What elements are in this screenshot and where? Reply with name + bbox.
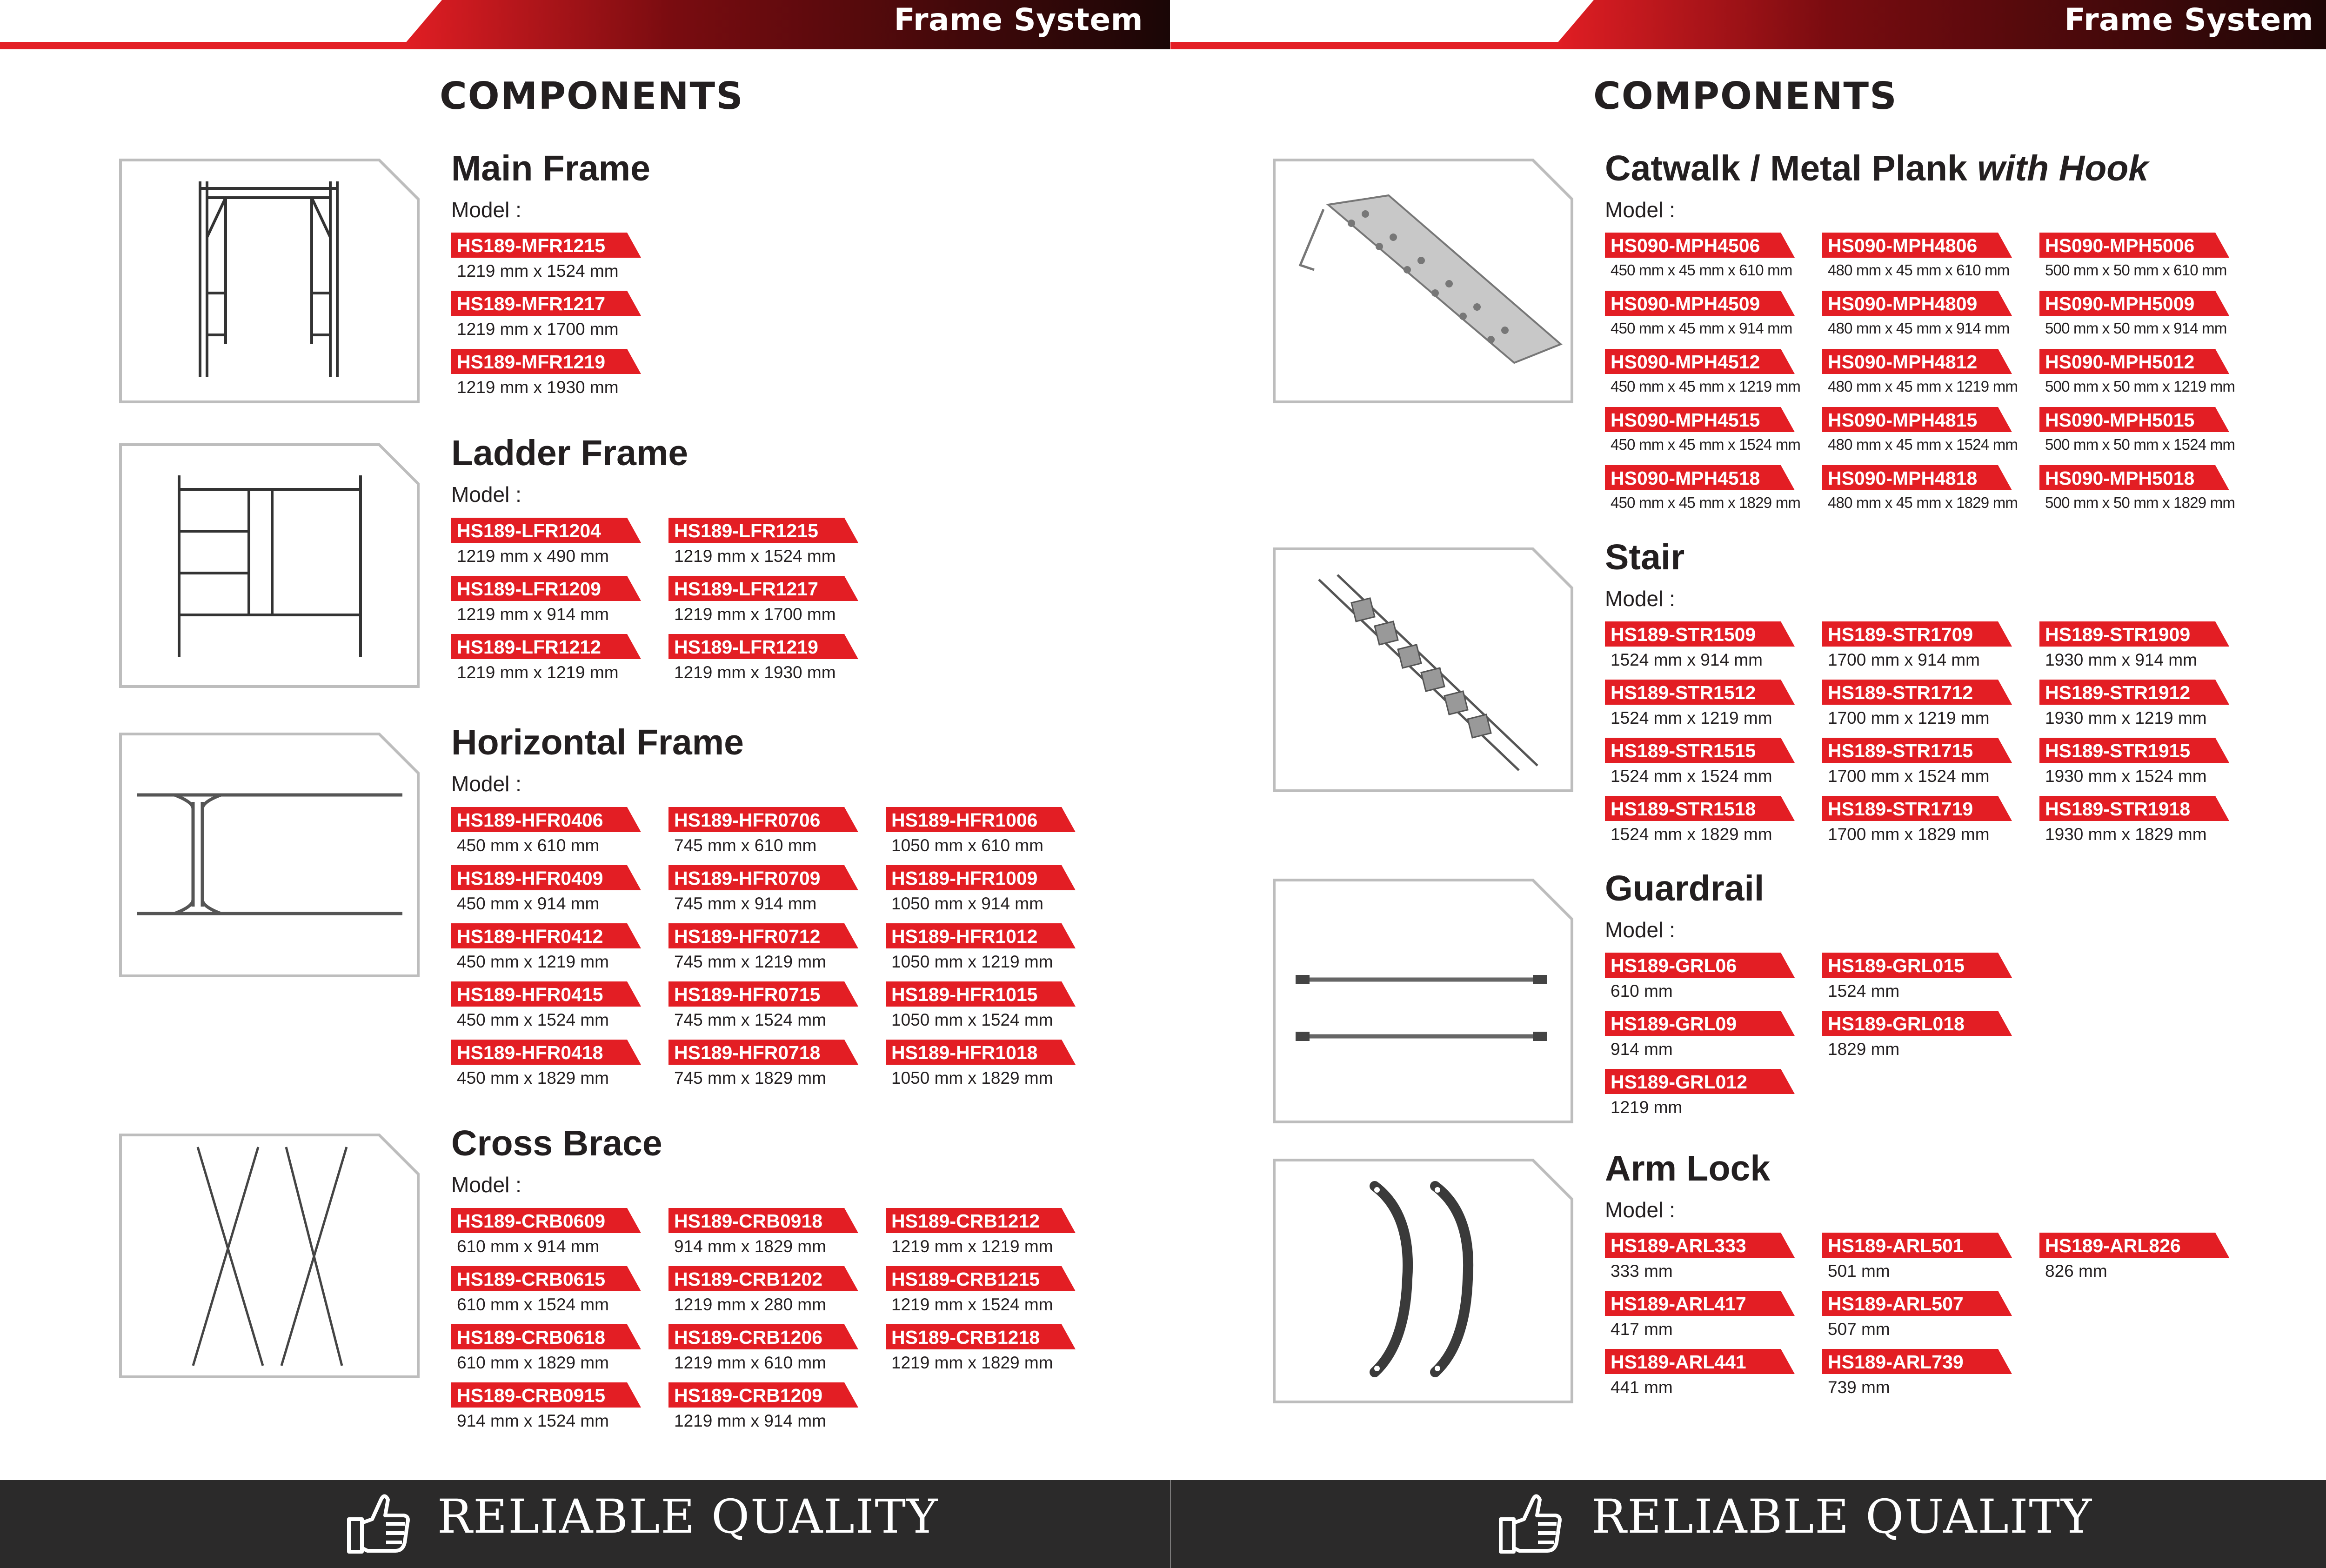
model-dimension: 441 mm bbox=[1611, 1378, 1673, 1397]
model-code: HS189-ARL417 bbox=[1611, 1293, 1746, 1314]
guardrail-image bbox=[1272, 878, 1574, 1124]
model-dimension: 1930 mm x 1219 mm bbox=[2045, 708, 2207, 727]
model-badge bbox=[1822, 233, 2012, 258]
model-code: HS189-CRB0609 bbox=[457, 1210, 606, 1232]
model-badge bbox=[1605, 796, 1795, 821]
model-dimension: 1050 mm x 914 mm bbox=[891, 894, 1043, 913]
model-badge bbox=[2039, 621, 2229, 647]
catalog-page-right bbox=[1170, 0, 2326, 1568]
model-badge bbox=[451, 1382, 641, 1408]
model-dimension: 500 mm x 50 mm x 1219 mm bbox=[2045, 378, 2235, 395]
model-badge bbox=[1822, 1011, 2012, 1036]
model-badge bbox=[886, 1324, 1076, 1349]
model-code: HS189-CRB1218 bbox=[891, 1327, 1040, 1348]
model-code: HS189-HFR0709 bbox=[674, 867, 821, 889]
header-bar bbox=[0, 0, 1170, 49]
model-code: HS090-MPH4809 bbox=[1828, 293, 1978, 314]
model-code: HS189-STR1712 bbox=[1828, 682, 1973, 703]
model-badge bbox=[1822, 796, 2012, 821]
model-code: HS189-CRB0915 bbox=[457, 1385, 606, 1406]
model-dimension: 745 mm x 610 mm bbox=[674, 836, 817, 855]
model-badge bbox=[668, 1324, 858, 1349]
model-dimension: 610 mm x 1524 mm bbox=[457, 1295, 609, 1314]
model-code: HS189-CRB0615 bbox=[457, 1268, 606, 1290]
header-bar bbox=[1170, 0, 2326, 49]
thumbs-up-icon bbox=[340, 1487, 414, 1561]
model-code: HS090-MPH4512 bbox=[1611, 351, 1760, 373]
model-dimension: 480 mm x 45 mm x 1219 mm bbox=[1828, 378, 2018, 395]
model-badge bbox=[1605, 1069, 1795, 1094]
model-badge bbox=[668, 1266, 858, 1291]
catwalk-plank-title-emphasis: with Hook bbox=[1977, 148, 2149, 188]
horizontal-frame-title: Horizontal Frame bbox=[451, 722, 744, 762]
model-badge bbox=[886, 1266, 1076, 1291]
model-dimension: 1219 mm x 1930 mm bbox=[674, 663, 836, 682]
model-dimension: 610 mm x 914 mm bbox=[457, 1237, 600, 1256]
model-dimension: 914 mm bbox=[1611, 1040, 1673, 1059]
model-dimension: 450 mm x 1524 mm bbox=[457, 1010, 609, 1029]
model-dimension: 450 mm x 45 mm x 1219 mm bbox=[1611, 378, 1801, 395]
model-badge bbox=[886, 807, 1076, 832]
model-code: HS189-HFR0718 bbox=[674, 1042, 821, 1063]
model-dimension: 1219 mm bbox=[1611, 1098, 1683, 1117]
model-code: HS189-GRL09 bbox=[1611, 1013, 1737, 1034]
model-badge bbox=[886, 1040, 1076, 1065]
model-code: HS189-LFR1217 bbox=[674, 578, 818, 600]
model-dimension: 480 mm x 45 mm x 1524 mm bbox=[1828, 436, 2018, 453]
model-dimension: 417 mm bbox=[1611, 1320, 1673, 1339]
model-dimension: 610 mm bbox=[1611, 981, 1673, 1001]
model-dimension: 1219 mm x 1524 mm bbox=[457, 261, 619, 280]
model-badge bbox=[1605, 621, 1795, 647]
model-badge bbox=[1605, 291, 1795, 316]
model-code: HS189-STR1515 bbox=[1611, 740, 1756, 761]
stair-title: Stair bbox=[1605, 537, 1685, 577]
model-badge bbox=[1605, 1233, 1795, 1258]
model-code: HS189-CRB0918 bbox=[674, 1210, 823, 1232]
model-dimension: 501 mm bbox=[1828, 1261, 1890, 1281]
model-dimension: 450 mm x 45 mm x 914 mm bbox=[1611, 320, 1792, 337]
model-dimension: 745 mm x 1219 mm bbox=[674, 952, 826, 971]
model-dimension: 1524 mm bbox=[1828, 981, 1900, 1001]
model-dimension: 1700 mm x 1219 mm bbox=[1828, 708, 1990, 727]
ladder-frame-model-label: Model : bbox=[451, 482, 521, 507]
model-code: HS189-HFR1012 bbox=[891, 926, 1038, 947]
model-code: HS189-LFR1204 bbox=[457, 520, 601, 541]
model-dimension: 1219 mm x 1700 mm bbox=[457, 320, 619, 339]
model-dimension: 914 mm x 1524 mm bbox=[457, 1411, 609, 1430]
model-dimension: 1524 mm x 1524 mm bbox=[1611, 767, 1772, 786]
components-heading: COMPONENTS bbox=[440, 74, 744, 118]
model-code: HS090-MPH4818 bbox=[1828, 467, 1978, 489]
model-dimension: 1930 mm x 914 mm bbox=[2045, 650, 2197, 669]
components-heading: COMPONENTS bbox=[1593, 74, 1898, 118]
arm-lock-title: Arm Lock bbox=[1605, 1148, 1771, 1188]
model-code: HS090-MPH4518 bbox=[1611, 467, 1760, 489]
ladder-frame-title: Ladder Frame bbox=[451, 433, 688, 473]
model-code: HS189-MFR1215 bbox=[457, 235, 606, 256]
model-code: HS090-MPH4509 bbox=[1611, 293, 1760, 314]
guardrail-title: Guardrail bbox=[1605, 868, 1765, 908]
model-dimension: 745 mm x 914 mm bbox=[674, 894, 817, 913]
model-dimension: 1524 mm x 914 mm bbox=[1611, 650, 1763, 669]
guardrail-model-label: Model : bbox=[1605, 918, 1675, 942]
model-badge bbox=[451, 634, 641, 659]
model-code: HS189-LFR1209 bbox=[457, 578, 601, 600]
model-dimension: 480 mm x 45 mm x 610 mm bbox=[1828, 261, 2010, 279]
cross-brace-image bbox=[119, 1133, 420, 1379]
model-dimension: 333 mm bbox=[1611, 1261, 1673, 1281]
model-code: HS189-CRB1202 bbox=[674, 1268, 823, 1290]
model-code: HS189-STR1915 bbox=[2045, 740, 2191, 761]
model-code: HS189-ARL501 bbox=[1828, 1235, 1964, 1256]
model-dimension: 450 mm x 45 mm x 1524 mm bbox=[1611, 436, 1801, 453]
cross-brace-model-label: Model : bbox=[451, 1173, 521, 1197]
model-dimension: 1930 mm x 1829 mm bbox=[2045, 825, 2207, 844]
model-badge bbox=[668, 518, 858, 543]
model-badge bbox=[451, 1040, 641, 1065]
model-badge bbox=[1605, 738, 1795, 763]
model-badge bbox=[451, 1324, 641, 1349]
model-code: HS090-MPH4515 bbox=[1611, 409, 1760, 431]
model-badge bbox=[451, 923, 641, 948]
model-badge bbox=[1605, 680, 1795, 705]
model-dimension: 1524 mm x 1829 mm bbox=[1611, 825, 1772, 844]
model-code: HS189-STR1918 bbox=[2045, 798, 2191, 820]
model-badge bbox=[1822, 465, 2012, 490]
model-code: HS189-CRB1215 bbox=[891, 1268, 1040, 1290]
model-dimension: 450 mm x 610 mm bbox=[457, 836, 600, 855]
main-frame-image bbox=[119, 158, 420, 404]
model-dimension: 500 mm x 50 mm x 610 mm bbox=[2045, 261, 2227, 279]
model-dimension: 1219 mm x 1930 mm bbox=[457, 378, 619, 397]
model-dimension: 450 mm x 45 mm x 610 mm bbox=[1611, 261, 1792, 279]
model-badge bbox=[1822, 1291, 2012, 1316]
footer-slogan: RELIABLE QUALITY bbox=[1591, 1489, 2093, 1544]
model-dimension: 1219 mm x 1219 mm bbox=[891, 1237, 1053, 1256]
model-badge bbox=[451, 349, 641, 374]
model-badge bbox=[2039, 407, 2229, 432]
catwalk-plank-title-text: Catwalk / Metal Plank bbox=[1605, 148, 1978, 188]
model-dimension: 739 mm bbox=[1828, 1378, 1890, 1397]
model-dimension: 500 mm x 50 mm x 1524 mm bbox=[2045, 436, 2235, 453]
model-badge bbox=[668, 634, 858, 659]
model-code: HS189-MFR1219 bbox=[457, 351, 606, 373]
model-badge bbox=[451, 518, 641, 543]
model-dimension: 1700 mm x 914 mm bbox=[1828, 650, 1980, 669]
model-dimension: 1219 mm x 1524 mm bbox=[674, 547, 836, 566]
model-dimension: 500 mm x 50 mm x 914 mm bbox=[2045, 320, 2227, 337]
model-badge bbox=[2039, 291, 2229, 316]
model-code: HS090-MPH5009 bbox=[2045, 293, 2195, 314]
model-badge bbox=[886, 981, 1076, 1007]
model-dimension: 914 mm x 1829 mm bbox=[674, 1237, 826, 1256]
cross-brace-title: Cross Brace bbox=[451, 1123, 662, 1163]
model-badge bbox=[668, 1208, 858, 1233]
model-code: HS189-ARL739 bbox=[1828, 1351, 1964, 1373]
model-badge bbox=[668, 865, 858, 890]
model-code: HS189-HFR0409 bbox=[457, 867, 603, 889]
model-badge bbox=[886, 865, 1076, 890]
model-code: HS189-HFR0706 bbox=[674, 809, 821, 831]
model-dimension: 1524 mm x 1219 mm bbox=[1611, 708, 1772, 727]
model-dimension: 500 mm x 50 mm x 1829 mm bbox=[2045, 494, 2235, 511]
model-badge bbox=[1605, 465, 1795, 490]
model-code: HS189-STR1912 bbox=[2045, 682, 2191, 703]
model-dimension: 1050 mm x 1219 mm bbox=[891, 952, 1053, 971]
model-dimension: 1219 mm x 1524 mm bbox=[891, 1295, 1053, 1314]
stair-model-label: Model : bbox=[1605, 587, 1675, 611]
model-code: HS189-ARL333 bbox=[1611, 1235, 1746, 1256]
model-code: HS090-MPH4812 bbox=[1828, 351, 1978, 373]
main-frame-title: Main Frame bbox=[451, 148, 650, 188]
main-frame-model-label: Model : bbox=[451, 198, 521, 222]
model-code: HS189-LFR1219 bbox=[674, 636, 818, 658]
model-badge bbox=[451, 1208, 641, 1233]
model-badge bbox=[1605, 953, 1795, 978]
model-code: HS189-CRB1209 bbox=[674, 1385, 823, 1406]
header-title: Frame System bbox=[2064, 2, 2313, 38]
model-dimension: 745 mm x 1524 mm bbox=[674, 1010, 826, 1029]
model-dimension: 480 mm x 45 mm x 1829 mm bbox=[1828, 494, 2018, 511]
model-code: HS189-STR1709 bbox=[1828, 624, 1973, 645]
model-code: HS189-ARL826 bbox=[2045, 1235, 2181, 1256]
model-badge bbox=[668, 1040, 858, 1065]
model-dimension: 1219 mm x 280 mm bbox=[674, 1295, 826, 1314]
model-code: HS189-LFR1215 bbox=[674, 520, 818, 541]
model-dimension: 450 mm x 1829 mm bbox=[457, 1068, 609, 1088]
model-dimension: 1219 mm x 1700 mm bbox=[674, 605, 836, 624]
arm-lock-model-label: Model : bbox=[1605, 1198, 1675, 1222]
model-badge bbox=[451, 807, 641, 832]
model-code: HS090-MPH4815 bbox=[1828, 409, 1978, 431]
horizontal-frame-model-label: Model : bbox=[451, 772, 521, 796]
model-badge bbox=[1605, 407, 1795, 432]
model-dimension: 1219 mm x 1829 mm bbox=[891, 1353, 1053, 1372]
model-dimension: 450 mm x 45 mm x 1829 mm bbox=[1611, 494, 1801, 511]
footer-slogan: RELIABLE QUALITY bbox=[437, 1489, 939, 1544]
model-dimension: 1219 mm x 1219 mm bbox=[457, 663, 619, 682]
model-code: HS090-MPH4506 bbox=[1611, 235, 1760, 256]
model-code: HS090-MPH4806 bbox=[1828, 235, 1978, 256]
model-dimension: 1219 mm x 490 mm bbox=[457, 547, 609, 566]
model-code: HS189-CRB0618 bbox=[457, 1327, 606, 1348]
header-title: Frame System bbox=[894, 2, 1143, 38]
model-code: HS189-ARL507 bbox=[1828, 1293, 1964, 1314]
catwalk-plank-title bbox=[1605, 148, 2148, 189]
model-badge bbox=[451, 291, 641, 316]
model-code: HS090-MPH5015 bbox=[2045, 409, 2195, 431]
model-badge bbox=[2039, 233, 2229, 258]
model-dimension: 480 mm x 45 mm x 914 mm bbox=[1828, 320, 2010, 337]
model-code: HS189-STR1909 bbox=[2045, 624, 2191, 645]
model-dimension: 1219 mm x 914 mm bbox=[457, 605, 609, 624]
model-dimension: 1050 mm x 1524 mm bbox=[891, 1010, 1053, 1029]
model-badge bbox=[451, 981, 641, 1007]
model-code: HS189-HFR1018 bbox=[891, 1042, 1038, 1063]
model-badge bbox=[1822, 1233, 2012, 1258]
model-code: HS090-MPH5012 bbox=[2045, 351, 2195, 373]
model-badge bbox=[1822, 738, 2012, 763]
model-code: HS189-LFR1212 bbox=[457, 636, 601, 658]
model-badge bbox=[2039, 680, 2229, 705]
model-code: HS189-HFR1015 bbox=[891, 984, 1038, 1005]
footer-bar bbox=[0, 1480, 1170, 1568]
model-code: HS189-GRL015 bbox=[1828, 955, 1965, 976]
model-code: HS189-STR1509 bbox=[1611, 624, 1756, 645]
model-badge bbox=[2039, 796, 2229, 821]
model-code: HS189-HFR0712 bbox=[674, 926, 821, 947]
model-dimension: 450 mm x 914 mm bbox=[457, 894, 600, 913]
model-code: HS189-ARL441 bbox=[1611, 1351, 1746, 1373]
stair-image bbox=[1272, 547, 1574, 793]
catwalk-plank-image bbox=[1272, 158, 1574, 404]
model-code: HS090-MPH5006 bbox=[2045, 235, 2195, 256]
model-badge bbox=[1605, 1011, 1795, 1036]
model-badge bbox=[668, 576, 858, 601]
model-dimension: 1050 mm x 610 mm bbox=[891, 836, 1043, 855]
model-code: HS189-GRL018 bbox=[1828, 1013, 1965, 1034]
model-dimension: 1930 mm x 1524 mm bbox=[2045, 767, 2207, 786]
ladder-frame-image bbox=[119, 443, 420, 688]
model-code: HS189-HFR0406 bbox=[457, 809, 603, 831]
model-dimension: 1219 mm x 610 mm bbox=[674, 1353, 826, 1372]
model-code: HS189-STR1719 bbox=[1828, 798, 1973, 820]
model-code: HS189-HFR1009 bbox=[891, 867, 1038, 889]
model-badge bbox=[886, 1208, 1076, 1233]
model-dimension: 826 mm bbox=[2045, 1261, 2107, 1281]
model-badge bbox=[886, 923, 1076, 948]
model-badge bbox=[1822, 621, 2012, 647]
arm-lock-image bbox=[1272, 1158, 1574, 1404]
model-dimension: 1219 mm x 914 mm bbox=[674, 1411, 826, 1430]
model-code: HS189-STR1512 bbox=[1611, 682, 1756, 703]
model-code: HS189-HFR0415 bbox=[457, 984, 603, 1005]
horizontal-frame-image bbox=[119, 732, 420, 978]
model-badge bbox=[1605, 1349, 1795, 1374]
model-badge bbox=[1605, 233, 1795, 258]
model-badge bbox=[668, 923, 858, 948]
model-badge bbox=[1822, 953, 2012, 978]
model-badge bbox=[1605, 1291, 1795, 1316]
model-badge bbox=[1822, 1349, 2012, 1374]
model-code: HS189-CRB1206 bbox=[674, 1327, 823, 1348]
model-dimension: 507 mm bbox=[1828, 1320, 1890, 1339]
model-badge bbox=[451, 1266, 641, 1291]
model-code: HS090-MPH5018 bbox=[2045, 467, 2195, 489]
model-code: HS189-HFR0715 bbox=[674, 984, 821, 1005]
model-dimension: 745 mm x 1829 mm bbox=[674, 1068, 826, 1088]
model-badge bbox=[668, 807, 858, 832]
model-badge bbox=[668, 1382, 858, 1408]
model-badge bbox=[451, 233, 641, 258]
model-badge bbox=[2039, 738, 2229, 763]
model-code: HS189-HFR0418 bbox=[457, 1042, 603, 1063]
model-dimension: 1700 mm x 1524 mm bbox=[1828, 767, 1990, 786]
model-badge bbox=[451, 865, 641, 890]
model-code: HS189-GRL06 bbox=[1611, 955, 1737, 976]
model-badge bbox=[1822, 680, 2012, 705]
model-badge bbox=[1822, 349, 2012, 374]
model-badge bbox=[1605, 349, 1795, 374]
model-code: HS189-MFR1217 bbox=[457, 293, 606, 314]
model-badge bbox=[668, 981, 858, 1007]
model-badge bbox=[2039, 349, 2229, 374]
model-dimension: 1829 mm bbox=[1828, 1040, 1900, 1059]
thumbs-up-icon bbox=[1491, 1487, 1566, 1561]
model-code: HS189-CRB1212 bbox=[891, 1210, 1040, 1232]
model-dimension: 1050 mm x 1829 mm bbox=[891, 1068, 1053, 1088]
model-code: HS189-STR1518 bbox=[1611, 798, 1756, 820]
footer-bar bbox=[1170, 1480, 2326, 1568]
model-badge bbox=[1822, 291, 2012, 316]
model-dimension: 1700 mm x 1829 mm bbox=[1828, 825, 1990, 844]
model-badge bbox=[1822, 407, 2012, 432]
model-code: HS189-HFR0412 bbox=[457, 926, 603, 947]
model-code: HS189-GRL012 bbox=[1611, 1071, 1747, 1093]
model-dimension: 450 mm x 1219 mm bbox=[457, 952, 609, 971]
model-badge bbox=[2039, 465, 2229, 490]
model-code: HS189-HFR1006 bbox=[891, 809, 1038, 831]
model-badge bbox=[451, 576, 641, 601]
model-dimension: 610 mm x 1829 mm bbox=[457, 1353, 609, 1372]
model-code: HS189-STR1715 bbox=[1828, 740, 1973, 761]
catwalk-plank-model-label: Model : bbox=[1605, 198, 1675, 222]
model-badge bbox=[2039, 1233, 2229, 1258]
